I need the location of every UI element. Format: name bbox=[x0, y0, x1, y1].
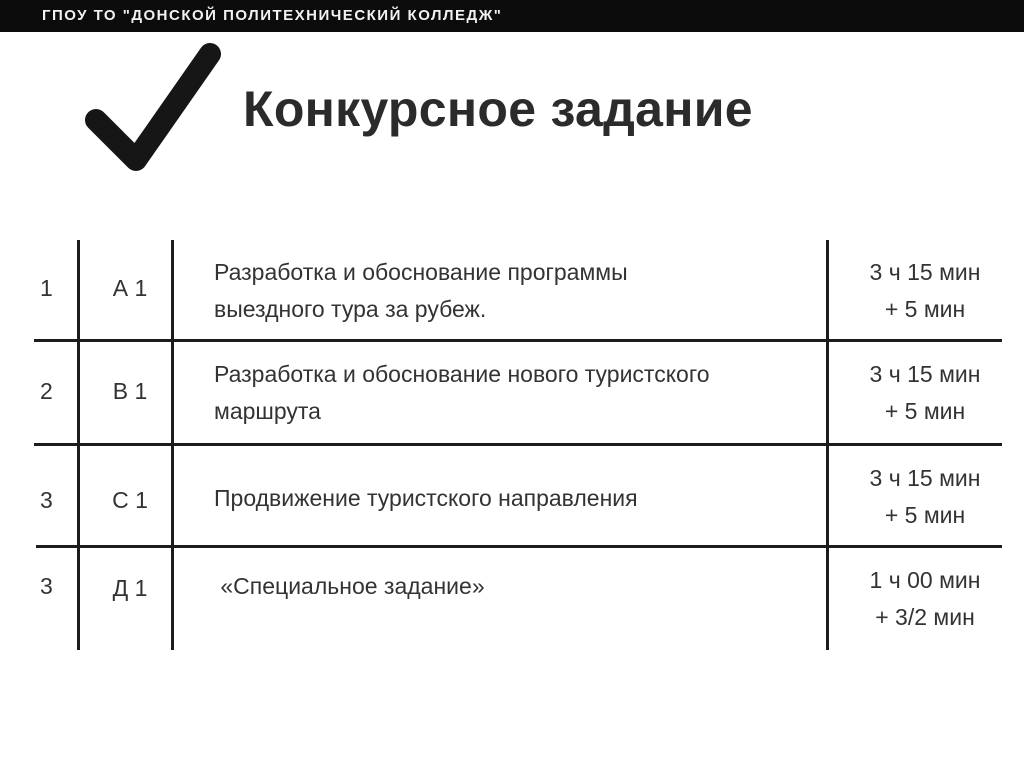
table-divider-horizontal bbox=[34, 339, 1002, 342]
header-bar bbox=[0, 0, 1024, 32]
task-duration: 1 ч 00 мин bbox=[869, 567, 981, 593]
task-description-line: Разработка и обоснование программы bbox=[214, 259, 628, 285]
task-duration: 3 ч 15 мин bbox=[869, 361, 981, 387]
task-extra-time: + 5 мин bbox=[884, 296, 966, 322]
task-description-line: маршрута bbox=[214, 398, 321, 424]
task-code: С 1 bbox=[112, 487, 148, 513]
task-code: Д 1 bbox=[112, 575, 148, 601]
task-code: В 1 bbox=[112, 378, 148, 404]
row-number: 2 bbox=[40, 378, 53, 404]
task-duration: 3 ч 15 мин bbox=[869, 259, 981, 285]
task-description-line: «Специальное задание» bbox=[214, 573, 485, 599]
task-code: А 1 bbox=[112, 275, 148, 301]
task-description-line: выездного тура за рубеж. bbox=[214, 296, 487, 322]
page-title: Конкурсное задание bbox=[243, 81, 753, 137]
task-description-line: Разработка и обоснование нового туристского bbox=[214, 361, 710, 387]
table-divider-horizontal bbox=[36, 545, 1002, 548]
check-icon bbox=[82, 40, 222, 175]
row-number: 3 bbox=[40, 487, 53, 513]
row-number: 3 bbox=[40, 573, 53, 599]
task-extra-time: + 5 мин bbox=[884, 398, 966, 424]
row-number: 1 bbox=[40, 275, 53, 301]
task-extra-time: + 3/2 мин bbox=[875, 604, 975, 630]
table-divider-horizontal bbox=[34, 443, 1002, 446]
task-description-line: Продвижение туристского направления bbox=[214, 485, 638, 511]
org-name: ГПОУ ТО "ДОНСКОЙ ПОЛИТЕХНИЧЕСКИЙ КОЛЛЕДЖ" bbox=[42, 7, 503, 24]
task-extra-time: + 5 мин bbox=[884, 502, 966, 528]
task-duration: 3 ч 15 мин bbox=[869, 465, 981, 491]
